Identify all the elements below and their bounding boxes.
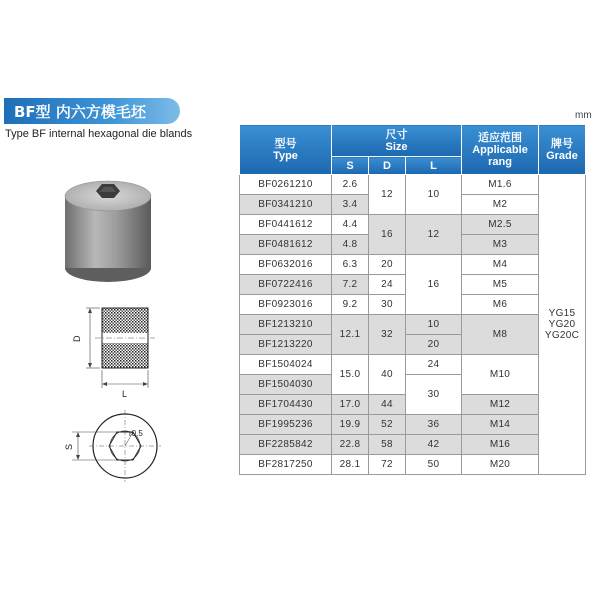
- cell-l: 20: [406, 335, 462, 355]
- side-section-drawing: [86, 308, 155, 388]
- cell-l: 12: [406, 215, 462, 255]
- cell-d: 20: [369, 255, 406, 275]
- header-d: D: [369, 157, 406, 175]
- cell-applicable: M4: [462, 255, 539, 275]
- cell-type: BF1504024: [240, 355, 332, 375]
- cell-applicable: M14: [462, 415, 539, 435]
- cell-d: 52: [369, 415, 406, 435]
- table-row: [240, 415, 586, 435]
- unit-label: mm: [575, 110, 592, 121]
- header-grade: 牌号 Grade: [539, 125, 586, 175]
- cell-s: 7.2: [332, 275, 369, 295]
- cell-applicable: M5: [462, 275, 539, 295]
- cell-s: 12.1: [332, 315, 369, 355]
- cell-s: 22.8: [332, 435, 369, 455]
- table-row: [240, 455, 586, 475]
- cell-s: 3.4: [332, 195, 369, 215]
- cell-applicable: M1.6: [462, 175, 539, 195]
- header-l: L: [406, 157, 462, 175]
- cylinder-3d-icon: [65, 181, 151, 282]
- cell-s: 2.6: [332, 175, 369, 195]
- cell-type: BF0261210: [240, 175, 332, 195]
- cell-s: 17.0: [332, 395, 369, 415]
- cell-s: 9.2: [332, 295, 369, 315]
- dim-l-label: L: [122, 389, 128, 399]
- cell-applicable: M8: [462, 315, 539, 355]
- cell-applicable: M20: [462, 455, 539, 475]
- cell-applicable: M6: [462, 295, 539, 315]
- spec-table: [239, 124, 586, 475]
- cell-type: BF1213220: [240, 335, 332, 355]
- cell-type: BF1213210: [240, 315, 332, 335]
- cell-applicable: M16: [462, 435, 539, 455]
- cell-l: 36: [406, 415, 462, 435]
- table-row: [240, 215, 586, 235]
- cell-d: 32: [369, 315, 406, 355]
- cell-l: 30: [406, 375, 462, 415]
- cell-type: BF0341210: [240, 195, 332, 215]
- header-size: 尺寸 Size: [332, 125, 462, 157]
- cell-s: 19.9: [332, 415, 369, 435]
- header-s: S: [332, 157, 369, 175]
- cell-applicable: M3: [462, 235, 539, 255]
- cell-type: BF2817250: [240, 455, 332, 475]
- page-subtitle: Type BF internal hexagonal die blands: [5, 128, 193, 140]
- cell-applicable: M2.5: [462, 215, 539, 235]
- header-applicable: 适应范围 Applicable rang: [462, 125, 539, 175]
- cell-l: 16: [406, 255, 462, 315]
- cell-grade: YG15 YG20 YG20C: [539, 175, 586, 475]
- cell-s: 28.1: [332, 455, 369, 475]
- dim-d-label: D: [72, 335, 82, 342]
- table-row: [240, 175, 586, 195]
- table-row: [240, 435, 586, 455]
- dim-s-label: S: [64, 443, 74, 450]
- cell-d: 24: [369, 275, 406, 295]
- cell-l: 24: [406, 355, 462, 375]
- cell-applicable: M2: [462, 195, 539, 215]
- cell-type: BF0632016: [240, 255, 332, 275]
- cell-d: 16: [369, 215, 406, 255]
- cell-type: BF0441612: [240, 215, 332, 235]
- cell-applicable: M10: [462, 355, 539, 395]
- cell-s: 6.3: [332, 255, 369, 275]
- cell-type: BF1704430: [240, 395, 332, 415]
- cell-type: BF0481612: [240, 235, 332, 255]
- cell-d: 58: [369, 435, 406, 455]
- header-type: 型号 Type: [240, 125, 332, 175]
- table-row: [240, 255, 586, 275]
- cell-type: BF1995236: [240, 415, 332, 435]
- cell-d: 30: [369, 295, 406, 315]
- cell-applicable: M12: [462, 395, 539, 415]
- cell-l: 10: [406, 315, 462, 335]
- cell-s: 15.0: [332, 355, 369, 395]
- cell-d: 40: [369, 355, 406, 395]
- cell-d: 12: [369, 175, 406, 215]
- cell-type: BF1504030: [240, 375, 332, 395]
- cell-type: BF0923016: [240, 295, 332, 315]
- cell-type: BF2285842: [240, 435, 332, 455]
- cell-l: 10: [406, 175, 462, 215]
- cell-l: 50: [406, 455, 462, 475]
- front-view-drawing: [72, 410, 161, 482]
- cell-s: 4.8: [332, 235, 369, 255]
- cell-d: 72: [369, 455, 406, 475]
- cell-d: 44: [369, 395, 406, 415]
- page-title: BF型 内六方模毛坯: [14, 103, 146, 121]
- radius-label: r0.5: [129, 429, 143, 438]
- table-row: [240, 315, 586, 335]
- cell-s: 4.4: [332, 215, 369, 235]
- product-drawings: [0, 0, 240, 600]
- cell-l: 42: [406, 435, 462, 455]
- cell-type: BF0722416: [240, 275, 332, 295]
- table-row: [240, 355, 586, 375]
